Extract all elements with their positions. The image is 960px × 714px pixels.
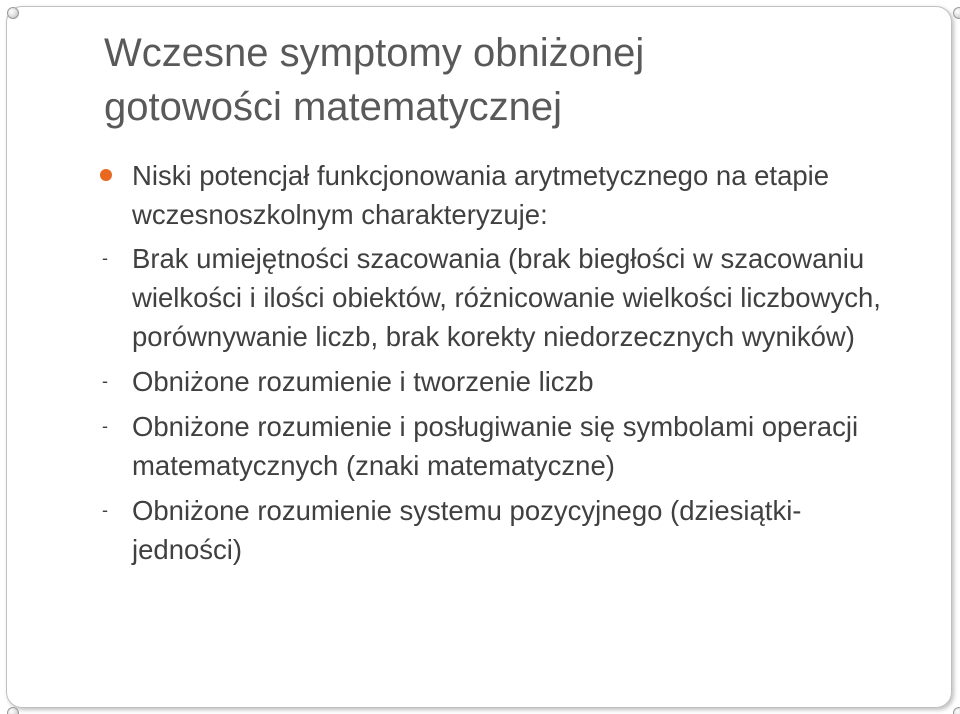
dash-item-text: Obniżone rozumienie i tworzenie liczb	[132, 366, 594, 397]
dash-item	[104, 491, 904, 569]
slide-body	[104, 156, 904, 575]
bullet-item	[104, 156, 904, 234]
dash-item-text: Obniżone rozumienie i posługiwanie się symbolami operacji matematycznych (znaki matematyczne)	[132, 411, 859, 481]
corner-dot-icon	[953, 707, 960, 714]
dash-marker: -	[102, 371, 108, 391]
dash-item	[104, 407, 904, 485]
dash-item-text: Obniżone rozumienie systemu pozycyjnego (dziesiątki- jedności)	[132, 495, 802, 565]
bullet-dot-icon	[100, 169, 112, 181]
dash-marker: -	[102, 248, 108, 268]
corner-dot-icon	[7, 707, 19, 714]
title-line-1: Wczesne symptomy obniżonej	[104, 31, 645, 75]
dash-item-text: Brak umiejętności szacowania (brak biegłości w szacowaniu wielkości i ilości obiektów, różnicowanie wielkości liczbowych, porównywanie liczb, brak korekty niedorzecznych wyników)	[132, 243, 881, 352]
dash-marker: -	[102, 500, 108, 520]
corner-dot-icon	[953, 7, 960, 19]
slide-title	[104, 26, 884, 134]
dash-marker: -	[102, 416, 108, 436]
corner-dot-icon	[7, 7, 19, 19]
bullet-text: Niski potencjał funkcjonowania arytmetycznego na etapie wczesnoszkolnym charakteryzuje:	[132, 160, 830, 230]
dash-item	[104, 239, 904, 356]
dash-item	[104, 362, 904, 401]
title-line-2: gotowości matematycznej	[104, 85, 562, 129]
